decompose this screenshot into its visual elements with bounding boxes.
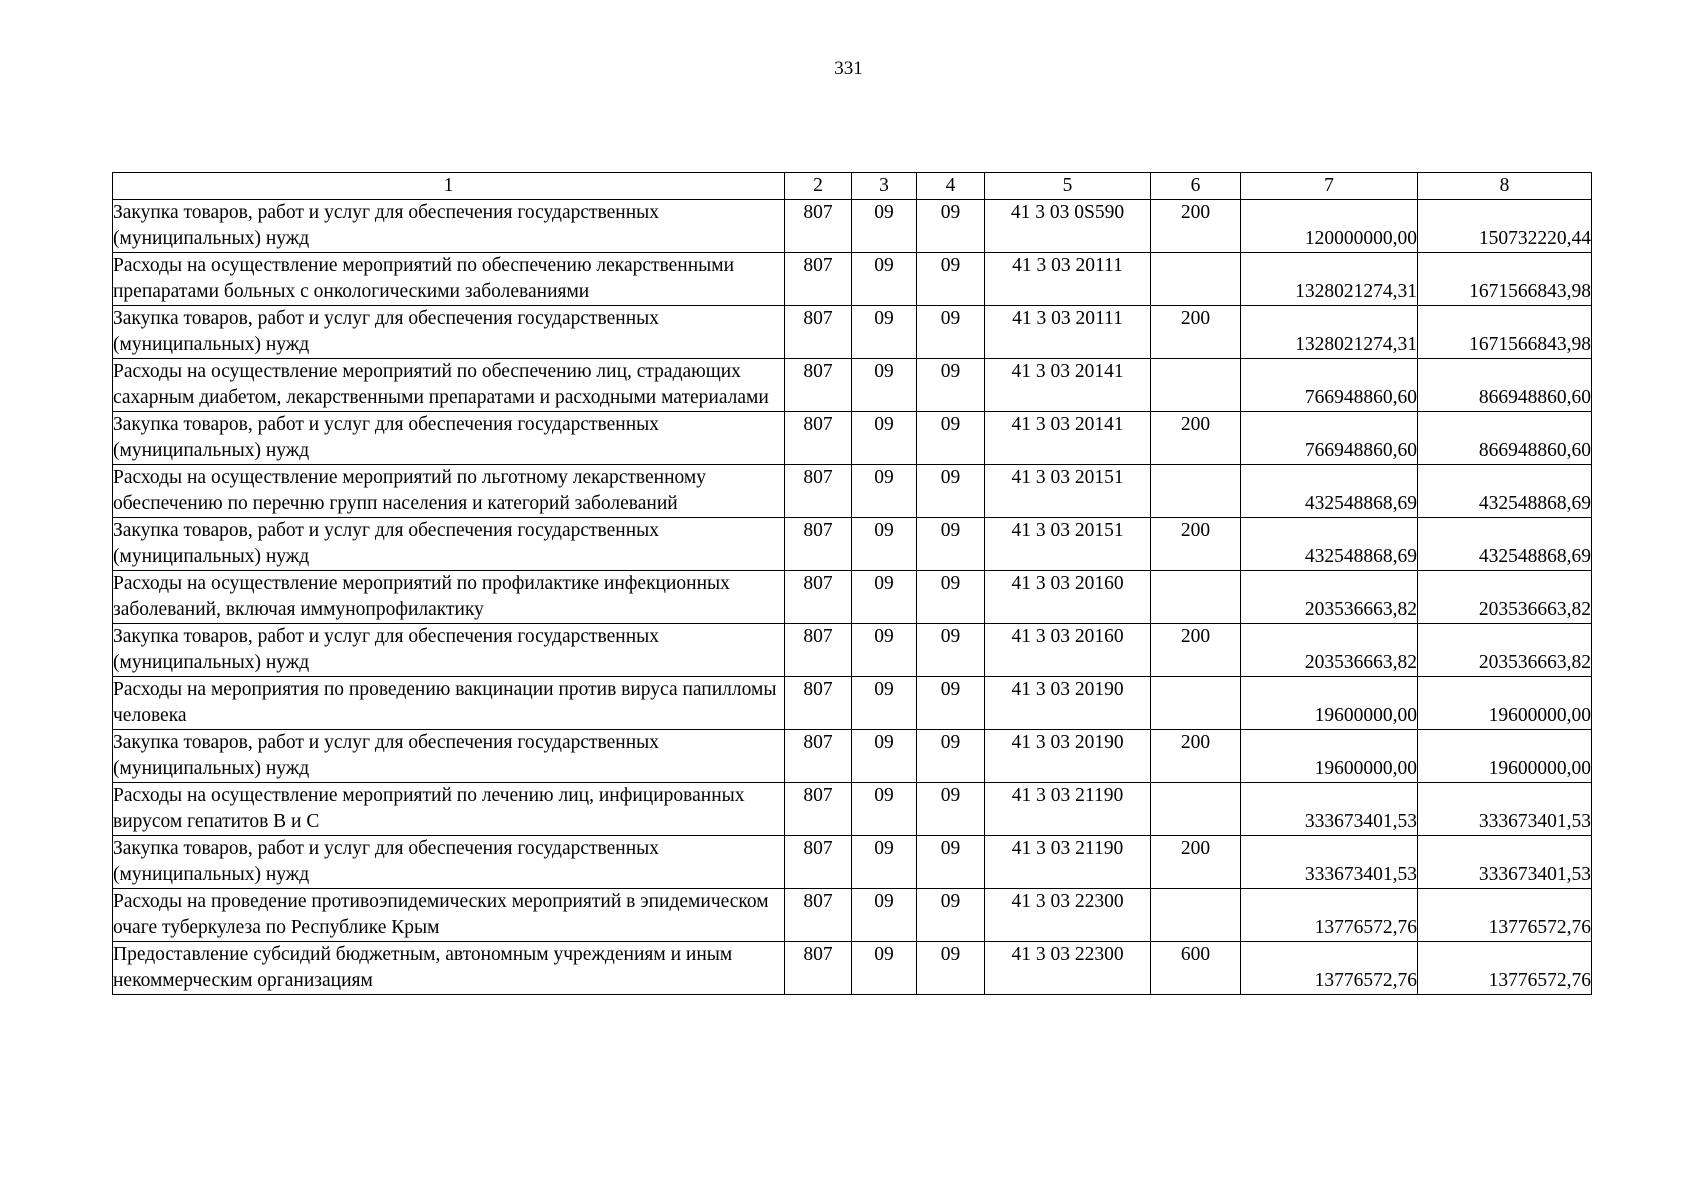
row-gr: 807 xyxy=(785,200,852,253)
column-header-4: 4 xyxy=(917,173,985,200)
row-sum-2: 13776572,76 xyxy=(1418,942,1592,995)
table-row xyxy=(113,465,1592,518)
row-vr: 200 xyxy=(1151,200,1241,253)
row-name: Расходы на осуществление мероприятий по лечению лиц, инфицированных вирусом гепатитов B и C xyxy=(113,783,785,836)
row-pr: 09 xyxy=(917,942,985,995)
row-sum-2: 1671566843,98 xyxy=(1418,253,1592,306)
row-rz: 09 xyxy=(852,942,917,995)
row-name: Расходы на осуществление мероприятий по обеспечению лекарственными препаратами больных с онкологическими заболеваниями xyxy=(113,253,785,306)
row-rz: 09 xyxy=(852,730,917,783)
row-vr: 600 xyxy=(1151,942,1241,995)
row-gr: 807 xyxy=(785,518,852,571)
column-header-1: 1 xyxy=(113,173,785,200)
row-rz: 09 xyxy=(852,412,917,465)
row-sum-2: 866948860,60 xyxy=(1418,359,1592,412)
row-gr: 807 xyxy=(785,412,852,465)
row-name: Предоставление субсидий бюджетным, автономным учреждениям и иным некоммерческим организациям xyxy=(113,942,785,995)
row-csr: 41 3 03 20151 xyxy=(985,518,1151,571)
row-sum-1: 13776572,76 xyxy=(1241,942,1418,995)
row-sum-1: 432548868,69 xyxy=(1241,465,1418,518)
budget-table xyxy=(112,172,1592,995)
row-name: Закупка товаров, работ и услуг для обеспечения государственных (муниципальных) нужд xyxy=(113,836,785,889)
table-row xyxy=(113,889,1592,942)
row-csr: 41 3 03 20141 xyxy=(985,412,1151,465)
row-sum-2: 866948860,60 xyxy=(1418,412,1592,465)
row-name: Расходы на осуществление мероприятий по профилактике инфекционных заболеваний, включая иммунопрофилактику xyxy=(113,571,785,624)
row-sum-1: 13776572,76 xyxy=(1241,889,1418,942)
row-csr: 41 3 03 20111 xyxy=(985,306,1151,359)
table-row xyxy=(113,253,1592,306)
row-sum-1: 333673401,53 xyxy=(1241,836,1418,889)
row-csr: 41 3 03 20160 xyxy=(985,624,1151,677)
row-gr: 807 xyxy=(785,359,852,412)
row-sum-2: 432548868,69 xyxy=(1418,518,1592,571)
row-gr: 807 xyxy=(785,730,852,783)
row-vr: 200 xyxy=(1151,836,1241,889)
row-pr: 09 xyxy=(917,783,985,836)
row-rz: 09 xyxy=(852,889,917,942)
row-gr: 807 xyxy=(785,783,852,836)
row-pr: 09 xyxy=(917,624,985,677)
row-name: Закупка товаров, работ и услуг для обеспечения государственных (муниципальных) нужд xyxy=(113,306,785,359)
row-pr: 09 xyxy=(917,200,985,253)
row-name: Закупка товаров, работ и услуг для обеспечения государственных (муниципальных) нужд xyxy=(113,518,785,571)
row-pr: 09 xyxy=(917,465,985,518)
row-vr: 200 xyxy=(1151,730,1241,783)
column-header-5: 5 xyxy=(985,173,1151,200)
row-rz: 09 xyxy=(852,306,917,359)
row-rz: 09 xyxy=(852,783,917,836)
row-gr: 807 xyxy=(785,677,852,730)
table-row xyxy=(113,942,1592,995)
row-sum-2: 13776572,76 xyxy=(1418,889,1592,942)
row-sum-2: 1671566843,98 xyxy=(1418,306,1592,359)
column-header-8: 8 xyxy=(1418,173,1592,200)
row-gr: 807 xyxy=(785,253,852,306)
row-vr xyxy=(1151,571,1241,624)
row-rz: 09 xyxy=(852,571,917,624)
row-vr xyxy=(1151,359,1241,412)
row-sum-1: 120000000,00 xyxy=(1241,200,1418,253)
row-vr: 200 xyxy=(1151,624,1241,677)
row-sum-1: 766948860,60 xyxy=(1241,359,1418,412)
row-rz: 09 xyxy=(852,359,917,412)
row-vr xyxy=(1151,253,1241,306)
row-sum-2: 203536663,82 xyxy=(1418,624,1592,677)
table-row xyxy=(113,359,1592,412)
column-header-3: 3 xyxy=(852,173,917,200)
row-sum-1: 203536663,82 xyxy=(1241,624,1418,677)
row-csr: 41 3 03 21190 xyxy=(985,783,1151,836)
row-csr: 41 3 03 20151 xyxy=(985,465,1151,518)
table-row xyxy=(113,836,1592,889)
row-rz: 09 xyxy=(852,200,917,253)
row-vr xyxy=(1151,465,1241,518)
row-rz: 09 xyxy=(852,253,917,306)
row-sum-1: 1328021274,31 xyxy=(1241,253,1418,306)
row-sum-1: 19600000,00 xyxy=(1241,730,1418,783)
row-sum-1: 203536663,82 xyxy=(1241,571,1418,624)
row-csr: 41 3 03 22300 xyxy=(985,942,1151,995)
table-row xyxy=(113,677,1592,730)
row-csr: 41 3 03 20160 xyxy=(985,571,1151,624)
row-sum-1: 432548868,69 xyxy=(1241,518,1418,571)
column-header-6: 6 xyxy=(1151,173,1241,200)
table-row xyxy=(113,518,1592,571)
table-body xyxy=(113,200,1592,995)
table-header xyxy=(113,173,1592,200)
row-sum-2: 432548868,69 xyxy=(1418,465,1592,518)
table-row xyxy=(113,571,1592,624)
row-vr: 200 xyxy=(1151,306,1241,359)
row-gr: 807 xyxy=(785,465,852,518)
row-sum-2: 203536663,82 xyxy=(1418,571,1592,624)
page-number: 331 xyxy=(834,58,863,79)
row-sum-1: 333673401,53 xyxy=(1241,783,1418,836)
row-sum-2: 333673401,53 xyxy=(1418,783,1592,836)
row-rz: 09 xyxy=(852,465,917,518)
row-vr xyxy=(1151,783,1241,836)
row-name: Закупка товаров, работ и услуг для обеспечения государственных (муниципальных) нужд xyxy=(113,200,785,253)
row-vr: 200 xyxy=(1151,412,1241,465)
row-csr: 41 3 03 20190 xyxy=(985,730,1151,783)
row-name: Закупка товаров, работ и услуг для обеспечения государственных (муниципальных) нужд xyxy=(113,624,785,677)
column-header-2: 2 xyxy=(785,173,852,200)
row-gr: 807 xyxy=(785,889,852,942)
table-row xyxy=(113,200,1592,253)
table-row xyxy=(113,624,1592,677)
row-gr: 807 xyxy=(785,306,852,359)
row-rz: 09 xyxy=(852,518,917,571)
table-row xyxy=(113,783,1592,836)
row-pr: 09 xyxy=(917,518,985,571)
row-csr: 41 3 03 20190 xyxy=(985,677,1151,730)
row-pr: 09 xyxy=(917,306,985,359)
row-pr: 09 xyxy=(917,836,985,889)
row-sum-2: 333673401,53 xyxy=(1418,836,1592,889)
row-gr: 807 xyxy=(785,624,852,677)
row-pr: 09 xyxy=(917,571,985,624)
table-row xyxy=(113,412,1592,465)
row-pr: 09 xyxy=(917,253,985,306)
row-csr: 41 3 03 21190 xyxy=(985,836,1151,889)
row-sum-2: 150732220,44 xyxy=(1418,200,1592,253)
row-pr: 09 xyxy=(917,359,985,412)
row-gr: 807 xyxy=(785,942,852,995)
row-vr xyxy=(1151,889,1241,942)
row-name: Закупка товаров, работ и услуг для обеспечения государственных (муниципальных) нужд xyxy=(113,412,785,465)
row-vr: 200 xyxy=(1151,518,1241,571)
row-name: Расходы на осуществление мероприятий по льготному лекарственному обеспечению по перечню групп населения и категорий заболеваний xyxy=(113,465,785,518)
row-pr: 09 xyxy=(917,412,985,465)
header-row xyxy=(113,173,1592,200)
row-rz: 09 xyxy=(852,677,917,730)
row-sum-2: 19600000,00 xyxy=(1418,677,1592,730)
row-pr: 09 xyxy=(917,677,985,730)
row-name: Расходы на проведение противоэпидемических мероприятий в эпидемическом очаге туберкулеза по Республике Крым xyxy=(113,889,785,942)
column-header-7: 7 xyxy=(1241,173,1418,200)
row-sum-1: 766948860,60 xyxy=(1241,412,1418,465)
row-rz: 09 xyxy=(852,836,917,889)
row-csr: 41 3 03 22300 xyxy=(985,889,1151,942)
row-sum-2: 19600000,00 xyxy=(1418,730,1592,783)
row-sum-1: 19600000,00 xyxy=(1241,677,1418,730)
row-gr: 807 xyxy=(785,836,852,889)
row-csr: 41 3 03 20111 xyxy=(985,253,1151,306)
row-name: Расходы на мероприятия по проведению вакцинации против вируса папилломы человека xyxy=(113,677,785,730)
table-row xyxy=(113,730,1592,783)
row-csr: 41 3 03 20141 xyxy=(985,359,1151,412)
row-pr: 09 xyxy=(917,730,985,783)
table-row xyxy=(113,306,1592,359)
row-vr xyxy=(1151,677,1241,730)
row-name: Закупка товаров, работ и услуг для обеспечения государственных (муниципальных) нужд xyxy=(113,730,785,783)
row-name: Расходы на осуществление мероприятий по обеспечению лиц, страдающих сахарным диабетом, лекарственными препаратами и расходными материалами xyxy=(113,359,785,412)
row-gr: 807 xyxy=(785,571,852,624)
row-rz: 09 xyxy=(852,624,917,677)
row-sum-1: 1328021274,31 xyxy=(1241,306,1418,359)
row-pr: 09 xyxy=(917,889,985,942)
row-csr: 41 3 03 0S590 xyxy=(985,200,1151,253)
